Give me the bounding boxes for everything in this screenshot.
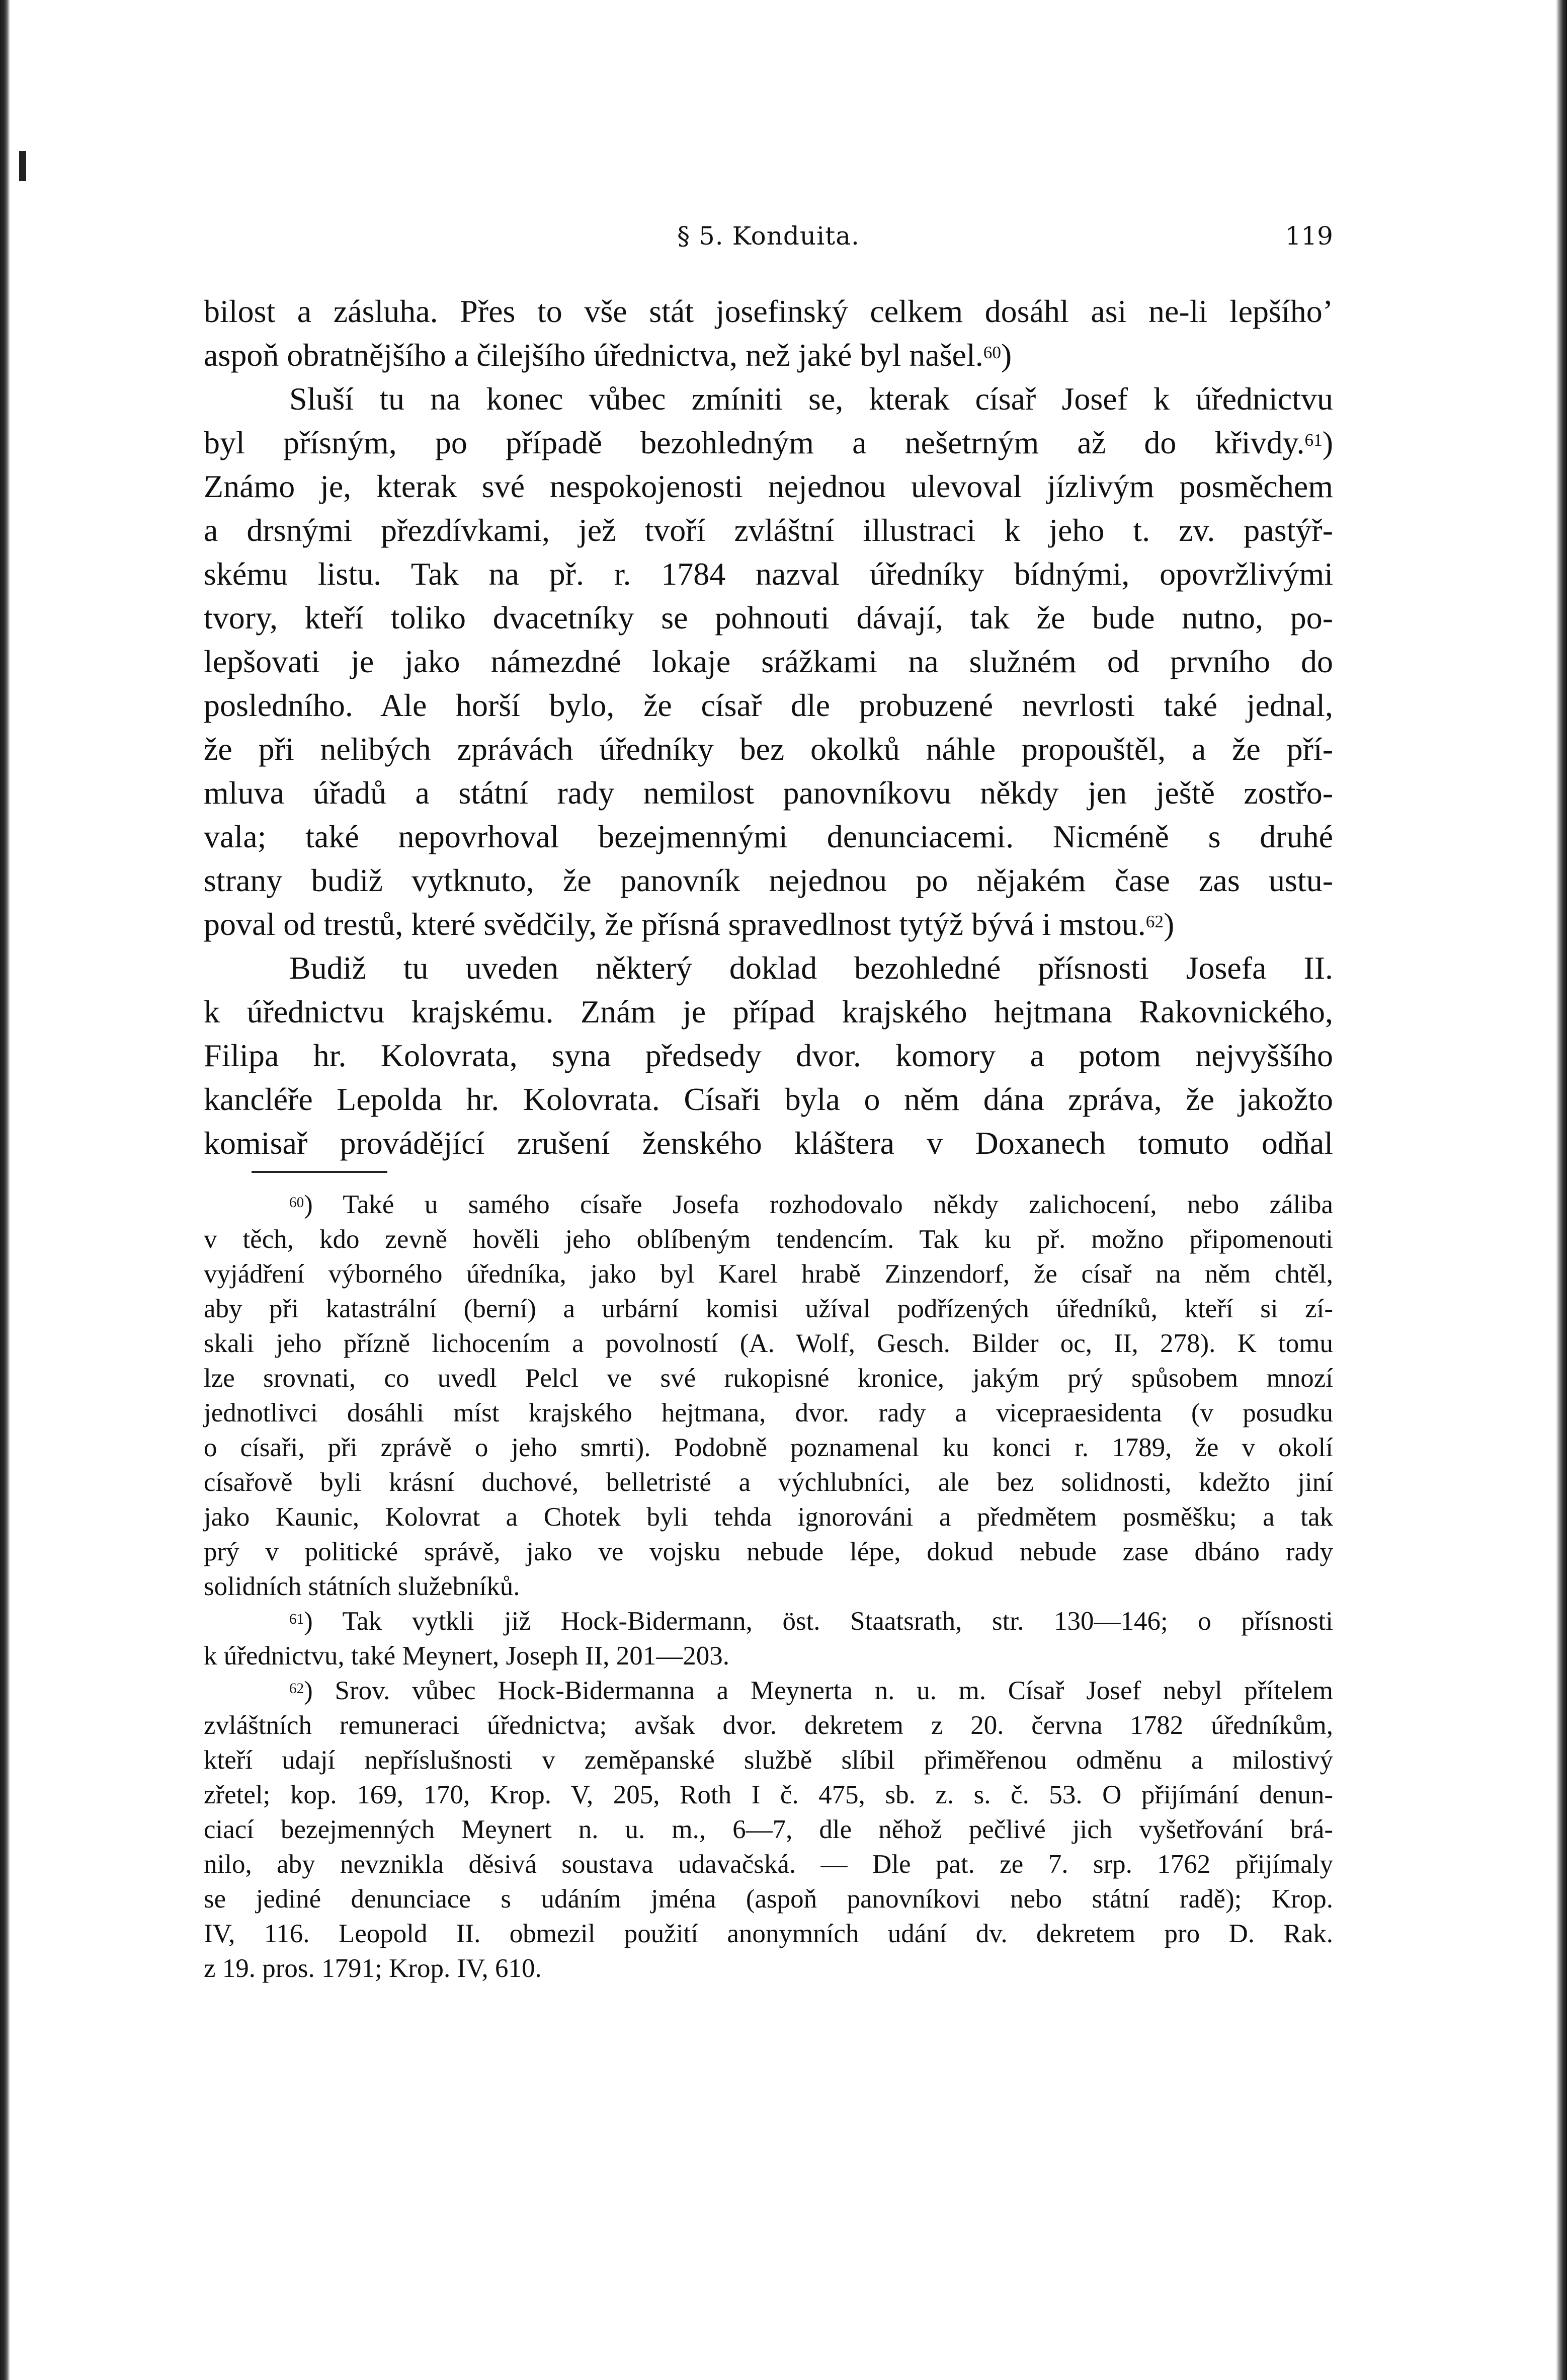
footnote_lines-line (204, 1847, 1333, 1882)
main_lines-line-text: aspoň obratnějšího a čilejšího úřednictva, než jaké byl našel. (204, 337, 983, 373)
footnote-reference-paren: ) (1163, 906, 1175, 942)
footnote_lines-line-text: z 19. pros. 1791; Krop. IV, 610. (204, 1954, 542, 1983)
main_lines-line-text: lepšovati je jako námezdné lokaje srážkami na služném od prvního do (204, 644, 1333, 679)
running-header (204, 221, 1333, 262)
footnote_lines-line (204, 1674, 1333, 1708)
main_lines-line (204, 464, 1333, 508)
main_lines-line-text: Budiž tu uveden některý doklad bezohledné přísnosti Josefa II. (289, 950, 1333, 986)
main_lines-line (204, 1077, 1333, 1121)
main_lines-line (204, 1034, 1333, 1077)
footnote_lines-line (204, 1535, 1333, 1569)
main_lines-line (204, 858, 1333, 902)
footnote_lines-line (204, 1326, 1333, 1361)
main_lines-line (204, 377, 1333, 421)
footnote_lines-line-text: solidních státních služebníků. (204, 1572, 520, 1601)
footnote_lines-line-text: jednotlivci dosáhli míst krajského hejtmana, dvor. rady a vicepraesidenta (v posudku (204, 1398, 1333, 1427)
footnote_lines-line (204, 1569, 1333, 1604)
main_lines-line (204, 727, 1333, 771)
footnote_lines-line (204, 1361, 1333, 1396)
main_lines-line (204, 990, 1333, 1034)
main_lines-line (204, 508, 1333, 552)
footnote_lines-line-text: lze srovnati, co uvedl Pelcl ve své rukopisné kronice, jakým prý spůsobem mnozí (204, 1364, 1333, 1393)
footnote_lines-line (204, 1465, 1333, 1500)
main_lines-line-text: k úřednictvu krajskému. Znám je případ krajského hejtmana Rakovnického, (204, 994, 1333, 1029)
footnote_lines-line (204, 1222, 1333, 1257)
footnote_lines-line-text: zřetel; kop. 169, 170, Krop. V, 205, Roth I č. 475, sb. z. s. č. 53. O přijímání denun- (204, 1780, 1333, 1809)
footnote_lines-line (204, 1708, 1333, 1743)
main_lines-line-text: Sluší tu na konec vůbec zmíniti se, kterak císař Josef k úřednictvu (289, 381, 1333, 417)
main_lines-line-text: vala; také nepovrhoval bezejmennými denunciacemi. Nicméně s druhé (204, 819, 1333, 854)
main_lines-line-text: tvory, kteří toliko dvacetníky se pohnouti dávají, tak že bude nutno, po- (204, 600, 1333, 636)
page-edge-shadow (1556, 0, 1567, 2380)
footnote_lines-line-text: o císaři, při zprávě o jeho smrti). Podobně poznamenal ku konci r. 1789, že v okolí (204, 1433, 1333, 1462)
footnote-reference: 62 (1145, 911, 1164, 931)
main_lines-line-text: byl přísným, po případě bezohledným a nešetrným až do křivdy. (204, 425, 1305, 460)
section-title: § 5. Konduita. (677, 221, 860, 251)
footnote_lines-line (204, 1882, 1333, 1917)
footnote_lines-line-text: aby při katastrální (berní) a urbární komisi užíval podřízených úředníků, kteří si zí- (204, 1294, 1333, 1323)
footnote_lines-line-text: ) Srov. vůbec Hock-Bidermanna a Meynerta n. u. m. Císař Josef nebyl přítelem (304, 1676, 1333, 1705)
main_lines-line-text: komisař provádějící zrušení ženského kláštera v Doxanech tomuto odňal (204, 1125, 1333, 1161)
main_lines-line-text: že při nelibých zprávách úředníky bez okolků náhle propouštěl, a že pří- (204, 731, 1333, 767)
main_lines-line-text: strany budiž vytknuto, že panovník nejednou po nějakém čase zas ustu- (204, 862, 1333, 898)
footnote_lines-line (204, 1431, 1333, 1465)
footnote_lines-line (204, 1187, 1333, 1222)
footnote_lines-line-text: ) Tak vytkli již Hock-Bidermann, öst. Staatsrath, str. 130—146; o přísnosti (304, 1607, 1333, 1636)
footnote_lines-line (204, 1639, 1333, 1674)
footnote_lines-line-text: nilo, aby nevznikla děsivá soustava udavačská. — Dle pat. ze 7. srp. 1762 přijímaly (204, 1850, 1333, 1879)
footnote_lines-line-text: se jediné denunciace s udáním jména (aspoň panovníkovi nebo státní radě); Krop. (204, 1884, 1333, 1914)
main_lines-line (204, 421, 1333, 464)
footnote_lines-line-text: ciací bezejmenných Meynert n. u. m., 6—7, dle něhož pečlivé jich vyšetřování brá- (204, 1815, 1333, 1844)
footnote_lines-line-text: zvláštních remuneraci úřednictva; avšak dvor. dekretem z 20. června 1782 úředníkům, (204, 1711, 1333, 1740)
footnote-marker: 60 (289, 1194, 304, 1211)
footnote_lines-line (204, 1604, 1333, 1639)
footnote-reference: 61 (1304, 430, 1323, 450)
footnote_lines-line (204, 1743, 1333, 1778)
main_lines-line-text: skému listu. Tak na př. r. 1784 nazval úředníky bídnými, opovržlivými (204, 556, 1333, 592)
footnote_lines-line (204, 1500, 1333, 1535)
main_lines-line (204, 815, 1333, 858)
footnote-marker: 62 (289, 1680, 304, 1697)
main_lines-line (204, 596, 1333, 640)
footnote-reference-paren: ) (1322, 425, 1333, 460)
main_lines-line-text: poval od trestů, které svědčily, že přísná spravedlnost tytýž bývá i mstou. (204, 906, 1146, 942)
footnote_lines-line-text: v těch, kdo zevně hověli jeho oblíbeným tendencím. Tak ku př. možno připomenouti (204, 1225, 1333, 1254)
main_lines-line-text: kancléře Lepolda hr. Kolovrata. Císaři byla o něm dána zpráva, že jakožto (204, 1081, 1333, 1117)
footnote_lines-line (204, 1396, 1333, 1431)
main_lines-line (204, 640, 1333, 683)
footnote-marker: 61 (289, 1611, 304, 1627)
footnote_lines-line-text: ) Také u samého císaře Josefa rozhodovalo někdy zalichocení, nebo záliba (304, 1190, 1333, 1219)
main_lines-line-text: mluva úřadů a státní rady nemilost panovníkovu někdy jen ještě zostřo- (204, 775, 1333, 811)
footnote_lines-line-text: IV, 116. Leopold II. obmezil použití anonymních udání dv. dekretem pro D. Rak. (204, 1919, 1333, 1948)
footnote-reference: 60 (983, 342, 1001, 362)
main_lines-line (204, 552, 1333, 596)
main_lines-line-text: Filipa hr. Kolovrata, syna předsedy dvor. komory a potom nejvyššího (204, 1038, 1333, 1073)
footnotes (204, 1187, 1333, 1986)
main_lines-line-text: bilost a zásluha. Přes to vše stát josefinský celkem dosáhl asi ne-li lepšího’ (204, 293, 1333, 329)
main_lines-line (204, 771, 1333, 815)
main-text (204, 289, 1333, 1165)
main_lines-line-text: posledního. Ale horší bylo, že císař dle probuzené nevrlosti také jednal, (204, 687, 1333, 723)
footnote_lines-line-text: císařově byli krásní duchové, belletristé a výchlubníci, ale bez solidnosti, kdežto jiní (204, 1468, 1333, 1497)
main_lines-line (204, 683, 1333, 727)
footnote_lines-line (204, 1292, 1333, 1326)
footnote_lines-line (204, 1917, 1333, 1951)
footnote_lines-line-text: prý v politické správě, jako ve vojsku nebude lépe, dokud nebude zase dbáno rady (204, 1537, 1333, 1566)
main_lines-line (204, 289, 1333, 333)
footnote-reference-paren: ) (1001, 337, 1012, 373)
footnote_lines-line (204, 1778, 1333, 1812)
main_lines-line (204, 902, 1333, 946)
binding-mark (19, 151, 26, 181)
footnote_lines-line-text: vyjádření výborného úředníka, jako byl Karel hrabě Zinzendorf, že císař na něm chtěl, (204, 1259, 1333, 1289)
footnote_lines-line-text: k úřednictvu, také Meynert, Joseph II, 201—203. (204, 1641, 730, 1671)
main_lines-line-text: a drsnými přezdívkami, jež tvoří zvláštní illustraci k jeho t. zv. pastýř- (204, 512, 1333, 548)
footnote_lines-line-text: kteří udají nepříslušnosti v zeměpanské službě slíbil přiměřenou odměnu a milostivý (204, 1746, 1333, 1775)
main_lines-line (204, 333, 1333, 377)
main_lines-line (204, 1121, 1333, 1165)
book-spine-shadow (0, 0, 10, 2380)
footnote_lines-line (204, 1951, 1333, 1986)
footnote_lines-line (204, 1257, 1333, 1292)
main_lines-line (204, 946, 1333, 990)
footnote_lines-line-text: skali jeho přízně lichocením a povolností (A. Wolf, Gesch. Bilder oc, II, 278). K tomu (204, 1329, 1333, 1358)
footnote_lines-line-text: jako Kaunic, Kolovrat a Chotek byli tehda ignorováni a předmětem posměšku; a tak (204, 1502, 1333, 1532)
main_lines-line-text: Známo je, kterak své nespokojenosti nejednou ulevoval jízlivým posměchem (204, 468, 1333, 504)
footnote-rule (252, 1171, 387, 1173)
page-number: 119 (1285, 221, 1333, 251)
footnote_lines-line (204, 1812, 1333, 1847)
